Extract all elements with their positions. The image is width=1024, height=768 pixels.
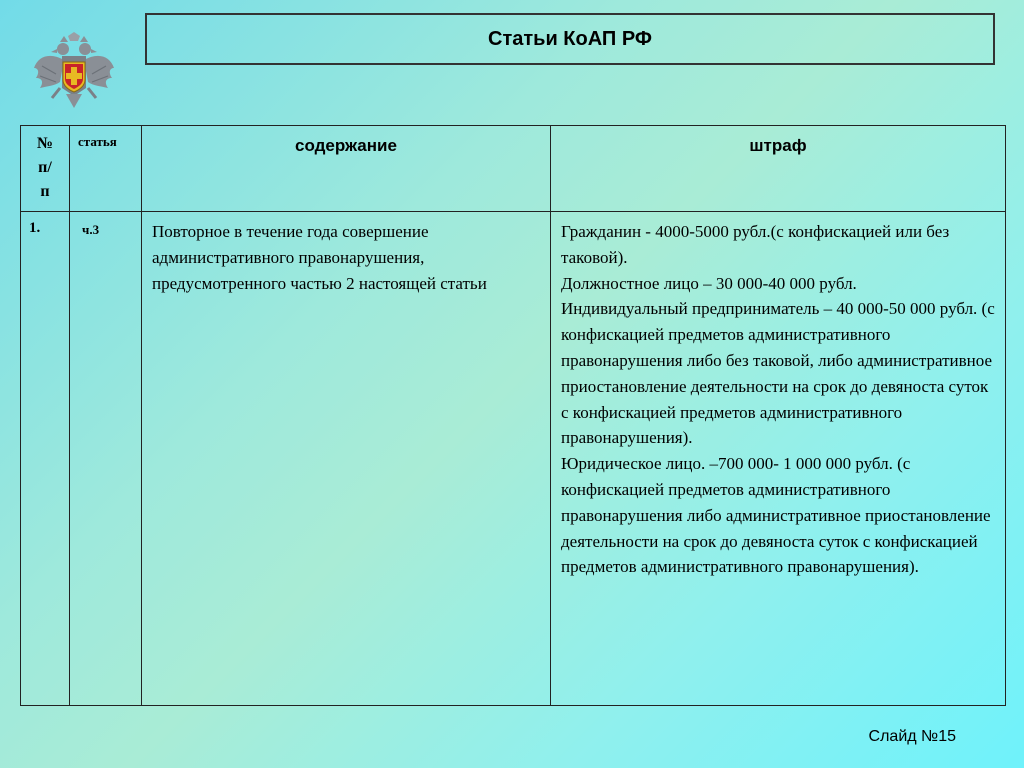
table-header-row: [21, 126, 1006, 212]
row-fine: [551, 212, 1006, 706]
table-row: [21, 212, 1006, 706]
header-content: содержание: [142, 126, 551, 212]
row-article: ч.3: [70, 212, 142, 706]
header-fine: штраф: [551, 126, 1006, 212]
koap-articles-table: [20, 125, 1006, 706]
eagle-emblem-icon: [30, 32, 118, 120]
slide-number: Слайд №15: [868, 728, 956, 745]
header-number: [21, 126, 70, 212]
fine-official: Должностное лицо – 30 000-40 000 рубл.: [561, 273, 857, 293]
fine-entrepreneur: Индивидуальный предприниматель – 40 000-50 000 рубл. (с конфискацией предметов административного правонарушения либо без таковой, либо административное приостановление деятельности на срок до девяноста суток с конфискацией предметов административного правонарушения).: [561, 299, 995, 448]
fine-citizen: Гражданин - 4000-5000 рубл.(с конфискацией или без таковой).: [561, 222, 950, 267]
header-number-line2: п/: [38, 159, 52, 176]
fine-legal-entity: Юридическое лицо. –700 000- 1 000 000 рубл. (с конфискацией предметов административного правонарушения либо административное приостановление деятельности на срок до девяноста суток с конфискацией предметов административного правонарушения).: [561, 454, 991, 577]
row-content: Повторное в течение года совершение административного правонарушения, предусмотренного частью 2 настоящей статьи: [142, 212, 551, 706]
header-article: статья: [70, 126, 142, 212]
slide-title: Статьи КоАП РФ: [145, 13, 995, 65]
header-number-line1: №: [36, 135, 54, 152]
row-number: 1.: [21, 212, 70, 706]
header-number-line3: п: [40, 183, 50, 200]
